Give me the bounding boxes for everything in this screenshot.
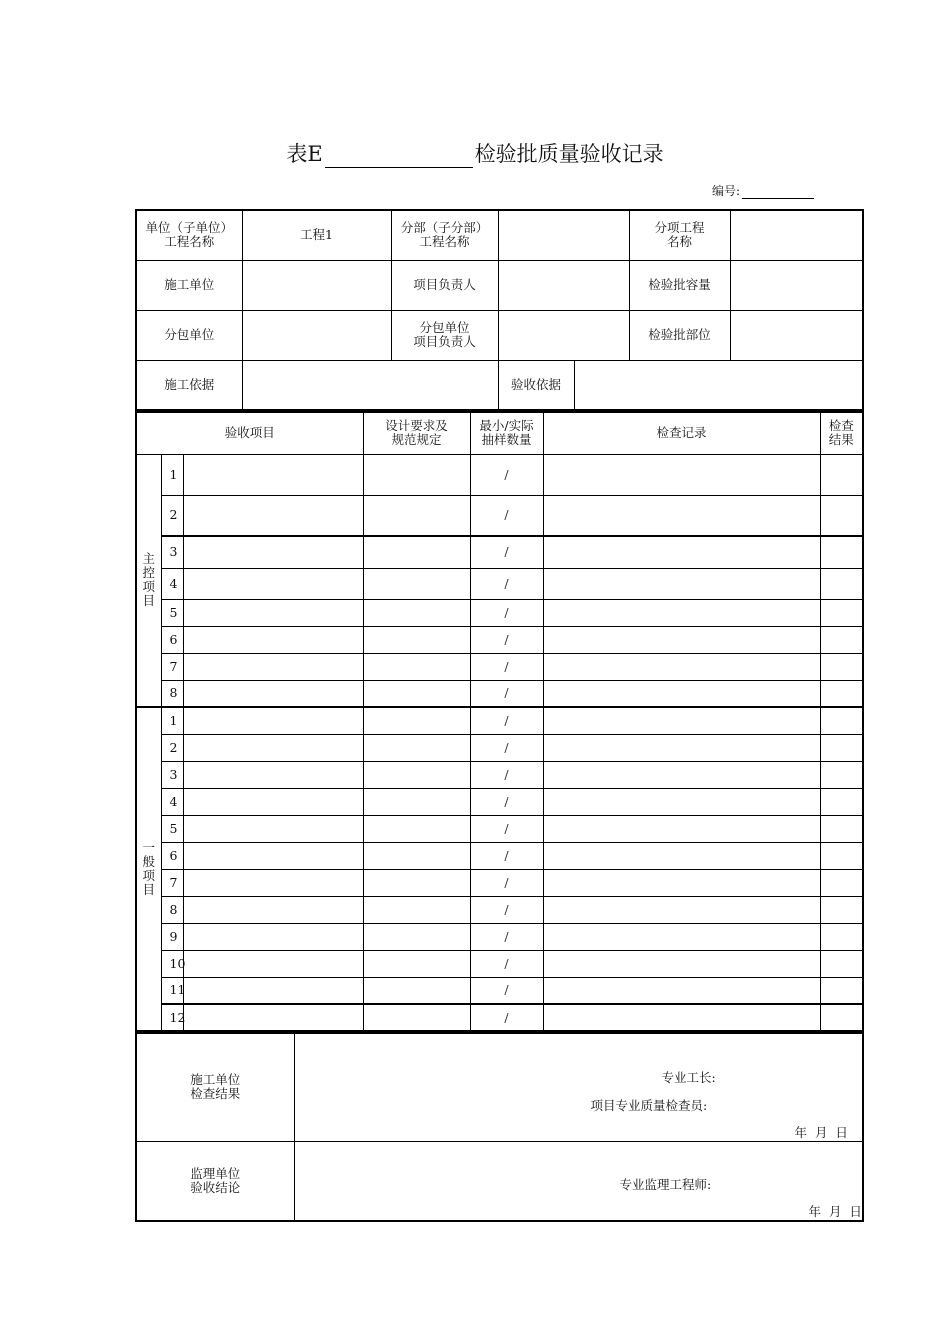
record-cell[interactable] (543, 454, 820, 495)
table-row (136, 626, 863, 653)
sample-cell[interactable]: / (470, 707, 543, 734)
table-row (136, 1004, 863, 1031)
table-row (136, 815, 863, 842)
header-result: 检查 结果 (820, 412, 863, 454)
supervisor-date: 年 月 日 (808, 1203, 862, 1219)
supervisor-check-area[interactable] (294, 1141, 863, 1221)
contractor-check-label: 施工单位 检查结果 (136, 1033, 294, 1141)
design-cell[interactable] (363, 788, 470, 815)
sample-cell[interactable]: / (470, 842, 543, 869)
item-cell[interactable] (183, 950, 363, 977)
unit-project-label: 单位（子单位） 工程名称 (136, 210, 242, 260)
design-cell[interactable] (363, 896, 470, 923)
result-cell[interactable] (820, 626, 863, 653)
result-cell[interactable] (820, 923, 863, 950)
record-cell[interactable] (543, 626, 820, 653)
result-cell[interactable] (820, 977, 863, 1004)
design-cell[interactable] (363, 815, 470, 842)
row-number: 1 (161, 454, 183, 495)
sample-cell[interactable]: / (470, 568, 543, 599)
record-cell[interactable] (543, 869, 820, 896)
row-number: 1 (161, 707, 183, 734)
foreman-label: 专业工长: (661, 1070, 716, 1085)
design-cell[interactable] (363, 842, 470, 869)
design-cell[interactable] (363, 761, 470, 788)
record-cell[interactable] (543, 815, 820, 842)
record-cell[interactable] (543, 842, 820, 869)
unit-project-value[interactable]: 工程1 (242, 210, 391, 260)
supervisor-check-label: 监理单位 验收结论 (136, 1141, 294, 1221)
general-rows (136, 707, 863, 1031)
header-sample: 最小/实际 抽样数量 (470, 412, 543, 454)
table-row (136, 568, 863, 599)
inspector-label: 项目专业质量检查员: (590, 1098, 708, 1113)
row-number: 12 (161, 1004, 183, 1031)
sample-cell[interactable]: / (470, 599, 543, 626)
sample-cell[interactable]: / (470, 788, 543, 815)
table-row (136, 788, 863, 815)
design-cell[interactable] (363, 454, 470, 495)
result-cell[interactable] (820, 950, 863, 977)
item-cell[interactable] (183, 815, 363, 842)
record-cell[interactable] (543, 568, 820, 599)
design-cell[interactable] (363, 977, 470, 1004)
item-cell[interactable] (183, 1004, 363, 1031)
sub-manager-value[interactable] (498, 310, 629, 360)
item-cell[interactable] (183, 536, 363, 568)
table-row (136, 536, 863, 568)
batch-capacity-label: 检验批容量 (629, 260, 730, 310)
table-row (136, 707, 863, 734)
result-cell[interactable] (820, 680, 863, 707)
sample-cell[interactable]: / (470, 495, 543, 536)
design-cell[interactable] (363, 707, 470, 734)
record-cell[interactable] (543, 896, 820, 923)
row-number: 4 (161, 568, 183, 599)
row-number: 3 (161, 761, 183, 788)
item-project-label: 分项工程 名称 (629, 210, 730, 260)
sample-cell[interactable]: / (470, 536, 543, 568)
design-cell[interactable] (363, 536, 470, 568)
design-cell[interactable] (363, 626, 470, 653)
sub-project-value[interactable] (498, 210, 629, 260)
header-item: 验收项目 (136, 412, 363, 454)
item-cell[interactable] (183, 869, 363, 896)
item-cell[interactable] (183, 896, 363, 923)
row-number: 5 (161, 815, 183, 842)
table-row (136, 599, 863, 626)
result-cell[interactable] (820, 815, 863, 842)
table-row (136, 896, 863, 923)
construction-basis-value[interactable] (242, 360, 498, 410)
design-cell[interactable] (363, 923, 470, 950)
sample-cell[interactable]: / (470, 923, 543, 950)
design-cell[interactable] (363, 599, 470, 626)
record-cell[interactable] (543, 1004, 820, 1031)
row-number: 4 (161, 788, 183, 815)
sample-cell[interactable]: / (470, 680, 543, 707)
item-cell[interactable] (183, 626, 363, 653)
row-number: 6 (161, 626, 183, 653)
design-cell[interactable] (363, 869, 470, 896)
row-number: 6 (161, 842, 183, 869)
item-cell[interactable] (183, 761, 363, 788)
record-cell[interactable] (543, 536, 820, 568)
table-row (136, 680, 863, 707)
record-cell[interactable] (543, 680, 820, 707)
item-cell[interactable] (183, 454, 363, 495)
result-cell[interactable] (820, 707, 863, 734)
project-manager-label: 项目负责人 (391, 260, 498, 310)
contractor-label: 施工单位 (136, 260, 242, 310)
item-cell[interactable] (183, 734, 363, 761)
row-number: 3 (161, 536, 183, 568)
title-blank-field[interactable] (325, 143, 473, 168)
table-row (136, 842, 863, 869)
sub-project-label: 分部（子分部） 工程名称 (391, 210, 498, 260)
result-cell[interactable] (820, 788, 863, 815)
sample-cell[interactable]: / (470, 734, 543, 761)
row-number: 2 (161, 495, 183, 536)
record-cell[interactable] (543, 950, 820, 977)
sample-cell[interactable]: / (470, 896, 543, 923)
item-cell[interactable] (183, 653, 363, 680)
record-cell[interactable] (543, 653, 820, 680)
sub-manager-label: 分包单位 项目负责人 (391, 310, 498, 360)
row-number: 7 (161, 653, 183, 680)
item-cell[interactable] (183, 495, 363, 536)
row-number: 8 (161, 680, 183, 707)
signature-table (135, 1032, 864, 1222)
table-row (136, 734, 863, 761)
result-cell[interactable] (820, 1004, 863, 1031)
doc-number-field[interactable] (742, 184, 814, 199)
acceptance-basis-value[interactable] (574, 360, 863, 410)
contractor-date: 年 月 日 (794, 1125, 848, 1140)
items-table (135, 411, 864, 1032)
result-cell[interactable] (820, 896, 863, 923)
item-cell[interactable] (183, 707, 363, 734)
item-cell[interactable] (183, 599, 363, 626)
table-row (136, 653, 863, 680)
contractor-check-area[interactable] (294, 1033, 863, 1141)
sample-cell[interactable]: / (470, 815, 543, 842)
record-cell[interactable] (543, 977, 820, 1004)
item-cell[interactable] (183, 977, 363, 1004)
contractor-value[interactable] (242, 260, 391, 310)
record-cell[interactable] (543, 707, 820, 734)
title-prefix: 表E (286, 142, 323, 166)
record-cell[interactable] (543, 788, 820, 815)
acceptance-basis-label: 验收依据 (498, 360, 574, 410)
item-cell[interactable] (183, 568, 363, 599)
table-row (136, 977, 863, 1004)
title-suffix: 检验批质量验收记录 (474, 142, 664, 166)
main-control-label: 主 控 项 目 (136, 454, 161, 707)
result-cell[interactable] (820, 599, 863, 626)
page-title (0, 138, 950, 168)
sample-cell[interactable]: / (470, 869, 543, 896)
design-cell[interactable] (363, 734, 470, 761)
sample-cell[interactable]: / (470, 626, 543, 653)
record-cell[interactable] (543, 923, 820, 950)
project-manager-value[interactable] (498, 260, 629, 310)
row-number: 5 (161, 599, 183, 626)
row-number: 7 (161, 869, 183, 896)
row-number: 10 (161, 950, 183, 977)
batch-capacity-value[interactable] (730, 260, 863, 310)
sample-cell[interactable]: / (470, 653, 543, 680)
result-cell[interactable] (820, 653, 863, 680)
record-cell[interactable] (543, 761, 820, 788)
info-table (135, 209, 864, 411)
subcontractor-label: 分包单位 (136, 310, 242, 360)
main-control-rows (136, 454, 863, 707)
design-cell[interactable] (363, 680, 470, 707)
table-row (136, 495, 863, 536)
result-cell[interactable] (820, 454, 863, 495)
table-row (136, 454, 863, 495)
header-design: 设计要求及 规范规定 (363, 412, 470, 454)
subcontractor-value[interactable] (242, 310, 391, 360)
sample-cell[interactable]: / (470, 977, 543, 1004)
doc-number (712, 182, 814, 199)
doc-number-label: 编号: (712, 184, 741, 198)
item-cell[interactable] (183, 788, 363, 815)
design-cell[interactable] (363, 1004, 470, 1031)
batch-location-label: 检验批部位 (629, 310, 730, 360)
design-cell[interactable] (363, 568, 470, 599)
sample-cell[interactable]: / (470, 1004, 543, 1031)
table-row (136, 761, 863, 788)
design-cell[interactable] (363, 495, 470, 536)
result-cell[interactable] (820, 869, 863, 896)
sample-cell[interactable]: / (470, 454, 543, 495)
record-cell[interactable] (543, 599, 820, 626)
design-cell[interactable] (363, 653, 470, 680)
record-cell[interactable] (543, 734, 820, 761)
item-project-value[interactable] (730, 210, 863, 260)
batch-location-value[interactable] (730, 310, 863, 360)
table-row (136, 869, 863, 896)
result-cell[interactable] (820, 536, 863, 568)
engineer-label: 专业监理工程师: (619, 1176, 712, 1192)
result-cell[interactable] (820, 734, 863, 761)
row-number: 8 (161, 896, 183, 923)
table-row (136, 950, 863, 977)
sample-cell[interactable]: / (470, 761, 543, 788)
row-number: 2 (161, 734, 183, 761)
header-record: 检查记录 (543, 412, 820, 454)
result-cell[interactable] (820, 495, 863, 536)
table-row (136, 923, 863, 950)
row-number: 11 (161, 977, 183, 1004)
sample-cell[interactable]: / (470, 950, 543, 977)
design-cell[interactable] (363, 950, 470, 977)
result-cell[interactable] (820, 842, 863, 869)
result-cell[interactable] (820, 568, 863, 599)
item-cell[interactable] (183, 680, 363, 707)
general-label: 一 般 项 目 (136, 707, 161, 1031)
item-cell[interactable] (183, 842, 363, 869)
record-cell[interactable] (543, 495, 820, 536)
row-number: 9 (161, 923, 183, 950)
construction-basis-label: 施工依据 (136, 360, 242, 410)
result-cell[interactable] (820, 761, 863, 788)
item-cell[interactable] (183, 923, 363, 950)
